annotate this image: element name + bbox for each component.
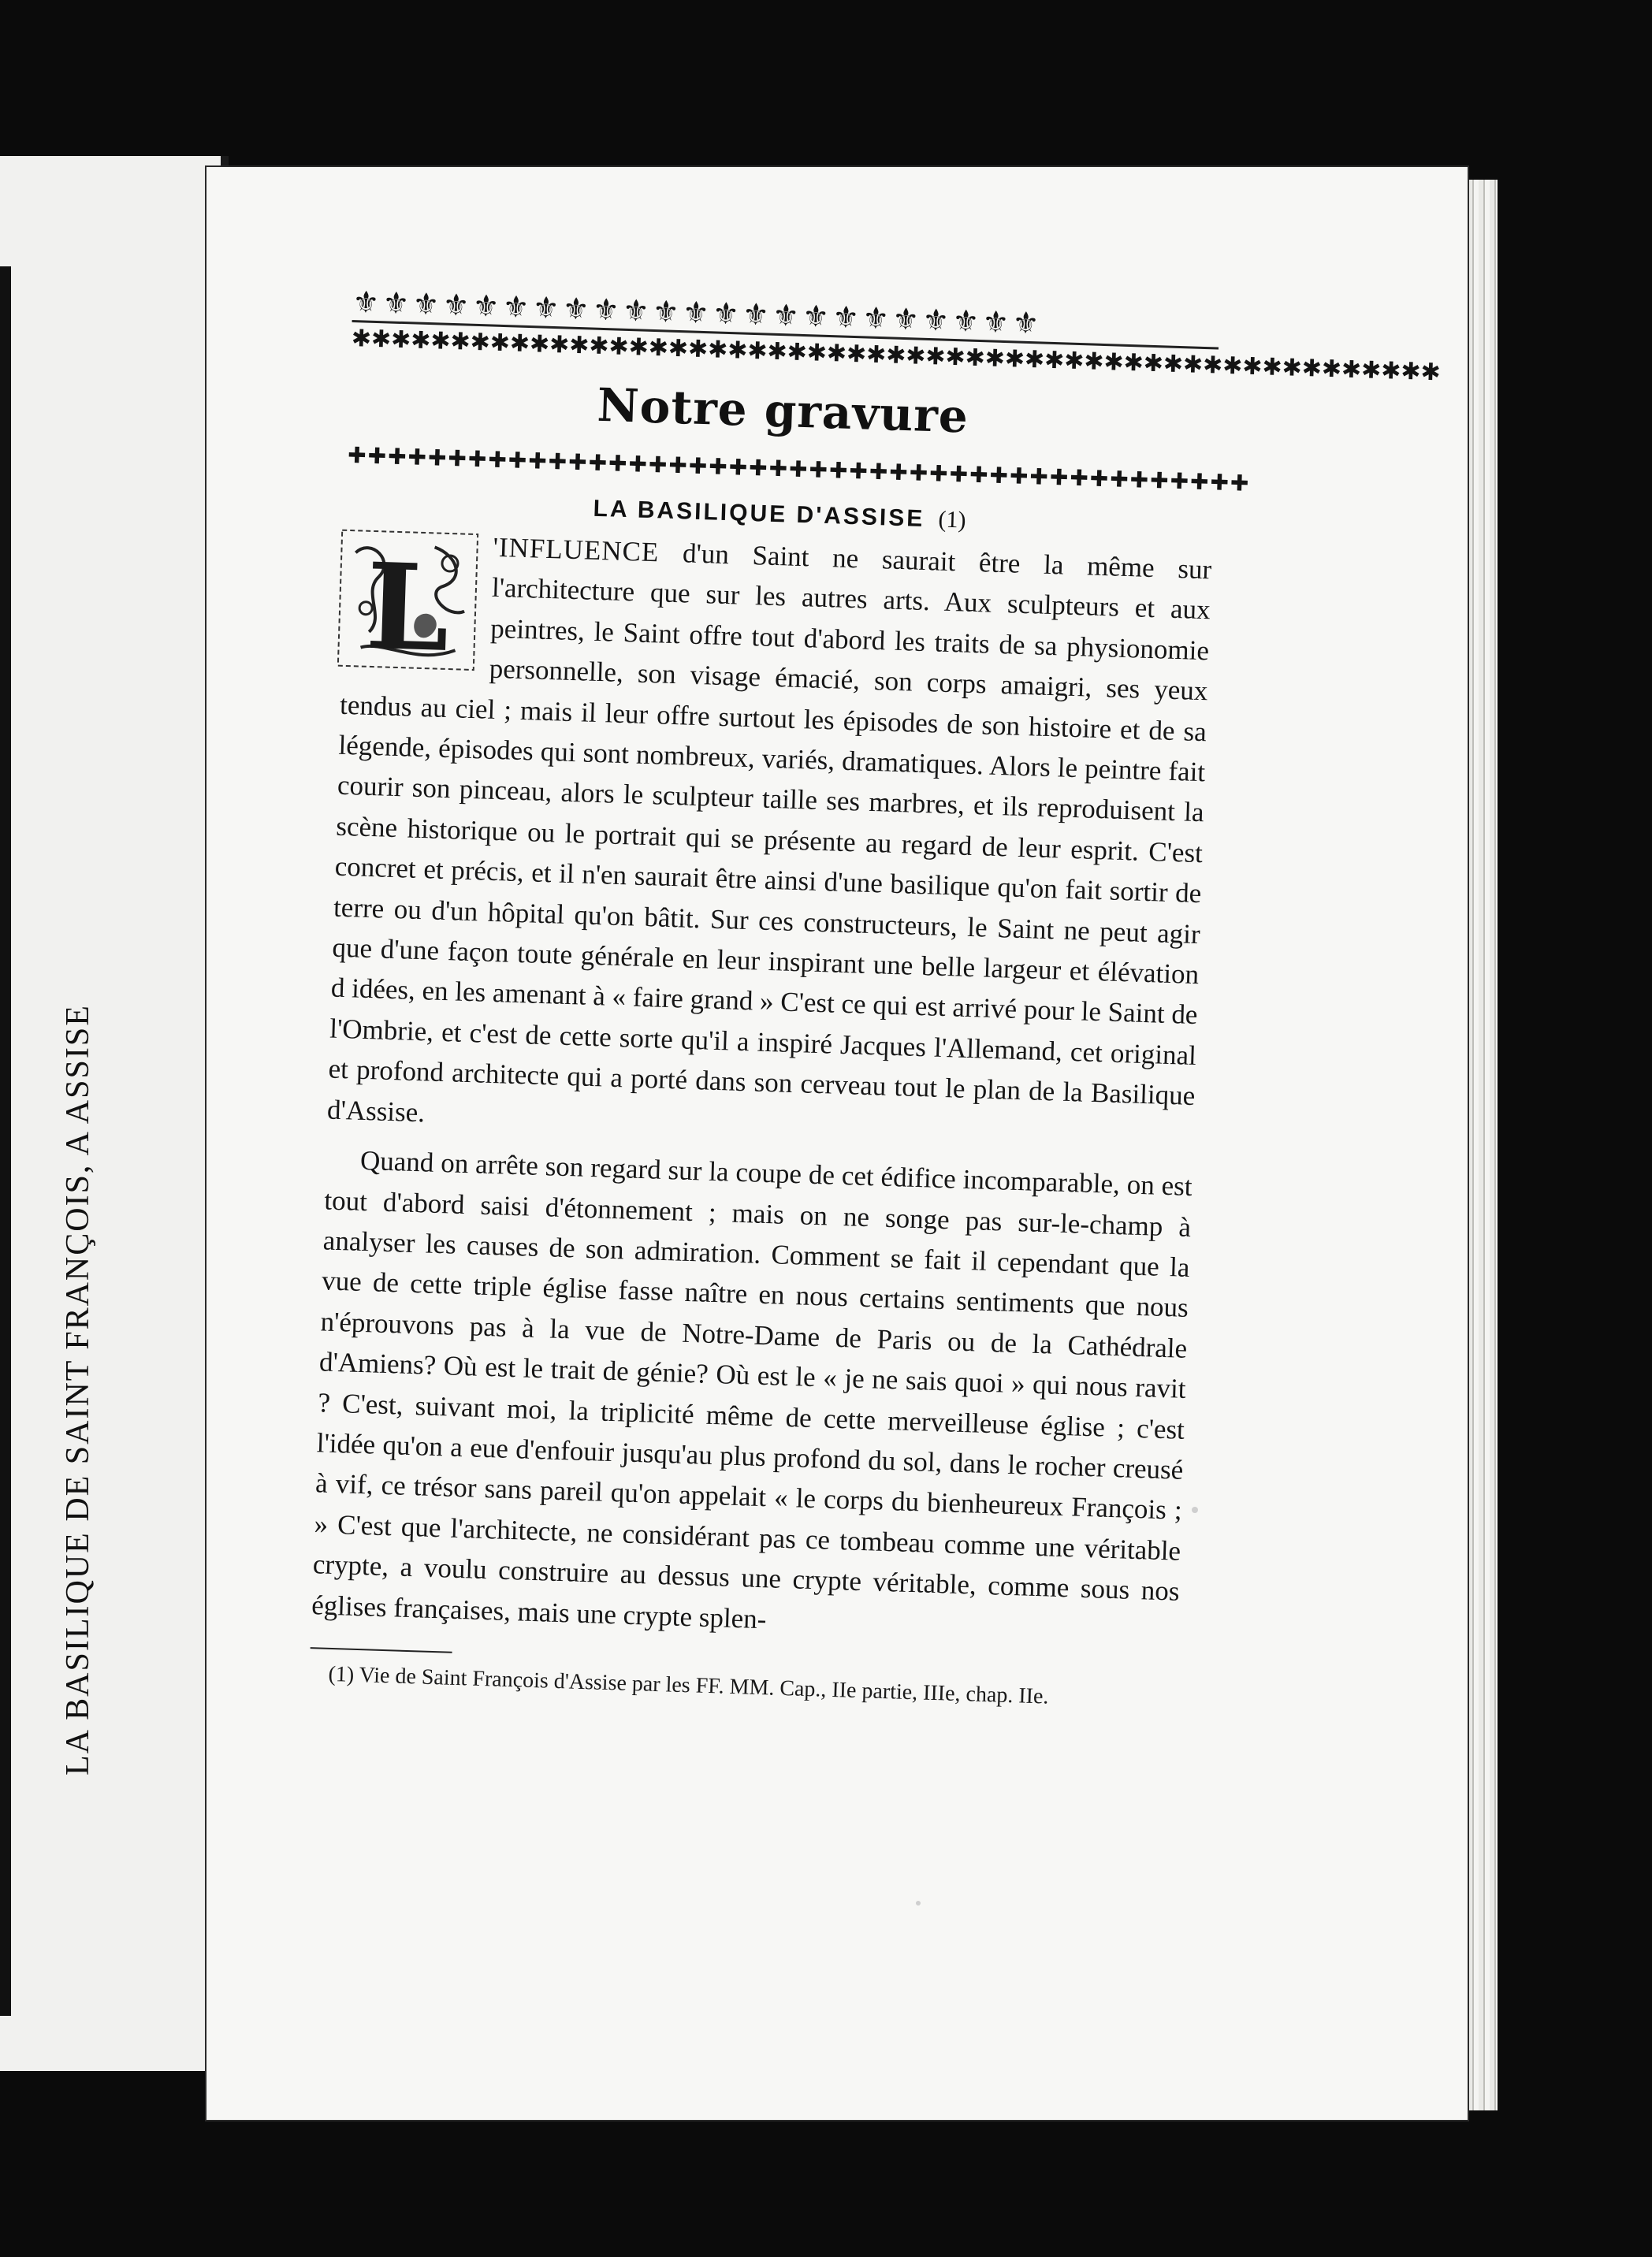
paragraph-1-text: d'un Saint ne saurait être la même sur l'architecture que sur les autres arts. Aux sculpteurs et aux peintres, le Saint offre tout d'abord les traits de sa physionomie personnelle, son visage émacié, son corps amaigri, ses yeux tendus au ciel ; mais il leur offre surtout les épisodes de son histoire et de sa légende, épisodes qui sont nombreux, variés, dramatiques. Alors le peintre fait courir son pinceau, alors le sculpteur taille ses marbres, et ils reproduisent la scène historique ou le portrait qui se présente au regard de leur esprit. C'est concret et précis, et il n'en saurait être ainsi d'une basilique qu'on fait sortir de terre ou d'un hôpital qu'on bâtit. Sur ces constructeurs, le Saint ne peut agir que d'une façon toute générale en leur inspirant une belle largeur et élévation d idées, en les amenant à « faire grand » C'est ce qui est arrivé pour le Saint de l'Ombrie, et c'est de cette sorte qu'il a inspiré Jacques l'Allemand, cet original et profond architecte qui a porté dans son cerveau tout le plan de la Basilique d'Assise.	[326, 537, 1212, 1128]
cross-ornament-band: ✚✚✚✚✚✚✚✚✚✚✚✚✚✚✚✚✚✚✚✚✚✚✚✚✚✚✚✚✚✚✚✚✚✚✚✚✚✚✚✚✚✚✚✚✚	[347, 443, 1251, 496]
facing-page-border	[0, 266, 11, 2016]
article-subtitle-text: LA BASILIQUE D'ASSISE	[593, 495, 925, 532]
lead-word: 'INFLUENCE	[493, 531, 660, 568]
facing-page	[0, 156, 229, 2071]
footnote-divider	[311, 1647, 452, 1653]
page-content	[309, 285, 1442, 1717]
star-ornament-band: ✱✱✱✱✱✱✱✱✱✱✱✱✱✱✱✱✱✱✱✱✱✱✱✱✱✱✱✱✱✱✱✱✱✱✱✱✱✱✱✱✱✱✱✱✱✱✱✱✱✱✱✱✱✱✱	[351, 320, 1219, 380]
decorated-initial	[337, 529, 479, 679]
paragraph-2: Quand on arrête son regard sur la coupe de cet édifice incomparable, on est tout d'abord saisi d'étonnement ; mais on ne songe pas sur-le-champ à analyser les causes de son admiration. Comment se fait il cependant que la vue de cette triple église fasse naître en nous certains sentiments que nous n'éprouvons pas à la vue de Notre-Dame de Paris ou de la Cathédrale d'Amiens? Où est le trait de génie? Où est le « je ne sais quoi » qui nous ravit ? C'est, suivant moi, la triplicité même de cette merveilleuse église ; c'est l'idée qu'on a eue d'enfouir jusqu'au plus profond du sol, dans le rocher creusé à vif, ce trésor sans pareil qu'on appelait « le corps du bienheureux François ; » C'est que l'architecte, ne considérant pas ce tombeau comme une véritable crypte, a voulu construire au dessus une crypte véritable, comme sous nos églises françaises, mais une crypte splen-	[311, 1144, 1193, 1634]
paper-speck	[1192, 1507, 1198, 1513]
main-page	[206, 167, 1468, 2120]
svg-text:L: L	[363, 537, 452, 679]
fleur-de-lis-ornament: ⚜⚜⚜⚜⚜⚜⚜⚜⚜⚜⚜⚜⚜⚜⚜⚜⚜⚜⚜⚜⚜⚜⚜	[352, 285, 1044, 341]
article-body	[311, 522, 1212, 1653]
decorated-initial-icon	[337, 529, 479, 679]
footnote: (1) Vie de Saint François d'Assise par les FF. MM. Cap., IIe partie, IIIe, chap. IIe.	[328, 1661, 1049, 1709]
paper-speck	[916, 1901, 921, 1906]
footnote-reference: (1)	[938, 506, 967, 534]
paragraph-1	[326, 522, 1212, 1157]
section-title: Notre gravure	[596, 377, 969, 444]
spine-title: LA BASILIQUE DE SAINT FRANÇOIS, A ASSISE	[60, 1004, 96, 1775]
